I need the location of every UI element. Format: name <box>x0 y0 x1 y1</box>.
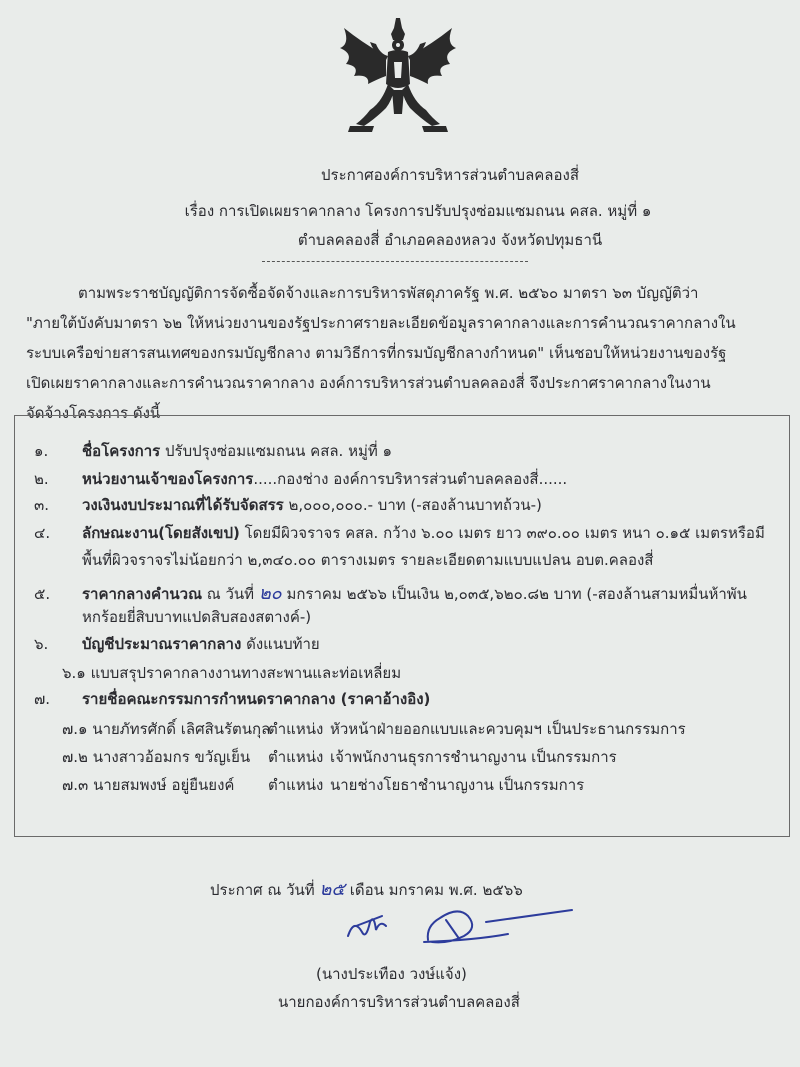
member-name: ๗.๓ นายสมพงษ์ อยู่ยืนยงค์ <box>62 776 235 794</box>
announcement-subject: เรื่อง การเปิดเผยราคากลาง โครงการปรับปรุงซ่อมแซมถนน คสล. หมู่ที่ ๑ <box>184 202 652 220</box>
item-label: บัญชีประมาณราคากลาง <box>82 635 242 653</box>
member-position-label: ตำแหน่ง <box>268 748 324 766</box>
intro-paragraph <box>26 278 778 428</box>
separator-line <box>262 261 528 262</box>
signer-name: (นางประเทือง วงษ์แจ้ง) <box>316 965 467 983</box>
item-project-name <box>34 439 392 463</box>
item-value: ดังแนบท้าย <box>241 635 320 653</box>
item-committee-heading <box>34 687 430 711</box>
item-label: หน่วยงานเจ้าของโครงการ <box>82 470 254 488</box>
item-number: ๓. <box>34 496 50 514</box>
item-number: ๔. <box>34 524 51 542</box>
committee-member <box>62 745 617 769</box>
item-value: .....กองช่าง องค์การบริหารส่วนตำบลคลองสี่...... <box>253 470 568 488</box>
item-median-price <box>34 578 747 607</box>
item-price-estimate <box>34 632 320 656</box>
intro-line: "ภายใต้บังคับมาตรา ๖๒ ให้หน่วยงานของรัฐประกาศรายละเอียดข้อมูลราคากลางและการคำนวณราคากลางใน <box>26 314 736 332</box>
member-role: นายช่างโยธาชำนาญงาน เป็นกรรมการ <box>330 776 585 794</box>
item-budget <box>34 493 542 517</box>
item-value: ปรับปรุงซ่อมแซมถนน คสล. หมู่ที่ ๑ <box>160 442 393 460</box>
handwritten-date: ๒๐ <box>258 583 282 604</box>
item-label: วงเงินงบประมาณที่ได้รับจัดสรร <box>82 496 284 514</box>
committee-member <box>62 773 584 797</box>
item-value: ณ วันที่ <box>202 585 259 603</box>
date-suffix: เดือน มกราคม พ.ศ. ๒๕๖๖ <box>344 881 523 899</box>
item-median-price-cont: หกร้อยยี่สิบบาทแปดสิบสองสตางค์-) <box>82 608 312 626</box>
member-role: เจ้าพนักงานธุรการชำนาญงาน เป็นกรรมการ <box>330 748 617 766</box>
intro-line: เปิดเผยราคากลางและการคำนวณราคากลาง องค์การบริหารส่วนตำบลคลองสี่ จึงประกาศราคากลางในงาน <box>26 374 711 392</box>
handwritten-day: ๒๕ <box>319 879 345 900</box>
item-value: โดยมีผิวจราจร คสล. กว้าง ๖.๐๐ เมตร ยาว ๓๙๐.๐๐ เมตร หนา ๐.๑๕ เมตรหรือมี <box>239 524 765 542</box>
item-price-estimate-sub: ๖.๑ แบบสรุปราคากลางงานทางสะพานและท่อเหลี่ยม <box>62 664 402 682</box>
item-number: ๑. <box>34 442 49 460</box>
intro-line: จัดจ้างโครงการ ดังนี้ <box>26 404 161 422</box>
committee-member <box>62 717 686 741</box>
member-name: ๗.๑ นายภัทรศักดิ์ เลิศสินรัตนกุล <box>62 720 271 738</box>
item-value: มกราคม ๒๕๖๖ เป็นเงิน ๒,๐๓๕,๖๒๐.๘๒ บาท (-สองล้านสามหมื่นห้าพัน <box>281 585 747 603</box>
announcement-location: ตำบลคลองสี่ อำเภอคลองหลวง จังหวัดปทุมธานี <box>297 231 603 249</box>
item-work-description <box>34 521 765 545</box>
item-owner-unit <box>34 467 567 491</box>
item-label: ราคากลางคำนวณ <box>82 585 203 603</box>
date-prefix: ประกาศ ณ วันที่ <box>210 881 320 899</box>
item-number: ๗. <box>34 690 51 708</box>
member-position-label: ตำแหน่ง <box>268 776 324 794</box>
intro-line: ระบบเครือข่ายสารสนเทศของกรมบัญชีกลาง ตามวิธีการที่กรมบัญชีกลางกำหนด" เห็นชอบให้หน่วยงานของรัฐ <box>26 344 727 362</box>
item-work-description-cont: พื้นที่ผิวจราจรไม่น้อยกว่า ๒,๓๔๐.๐๐ ตารางเมตร รายละเอียดตามแบบแปลน อบต.คลองสี่ <box>82 551 654 569</box>
member-role: หัวหน้าฝ่ายออกแบบและควบคุมฯ เป็นประธานกรรมการ <box>330 720 686 738</box>
announcement-title: ประกาศองค์การบริหารส่วนตำบลคลองสี่ <box>321 166 579 184</box>
signer-title: นายกองค์การบริหารส่วนตำบลคลองสี่ <box>278 993 520 1011</box>
member-position-label: ตำแหน่ง <box>268 720 324 738</box>
intro-line: ตามพระราชบัญญัติการจัดซื้อจัดจ้างและการบริหารพัสดุภาครัฐ พ.ศ. ๒๕๖๐ มาตรา ๖๓ บัญญัติว่า <box>78 284 699 302</box>
member-name: ๗.๒ นางสาวอ้อมกร ขวัญเย็น <box>62 748 251 766</box>
item-label: รายชื่อคณะกรรมการกำหนดราคากลาง (ราคาอ้างอิง) <box>82 690 431 708</box>
garuda-emblem <box>330 14 466 142</box>
item-number: ๖. <box>34 635 49 653</box>
item-label: ชื่อโครงการ <box>82 442 161 460</box>
item-number: ๕. <box>34 585 51 603</box>
item-number: ๒. <box>34 470 49 488</box>
item-value: ๒,๐๐๐,๐๐๐.- บาท (-สองล้านบาทถ้วน-) <box>283 496 542 514</box>
handwritten-signature <box>336 896 576 956</box>
item-label: ลักษณะงาน(โดยสังเขป) <box>82 524 240 542</box>
